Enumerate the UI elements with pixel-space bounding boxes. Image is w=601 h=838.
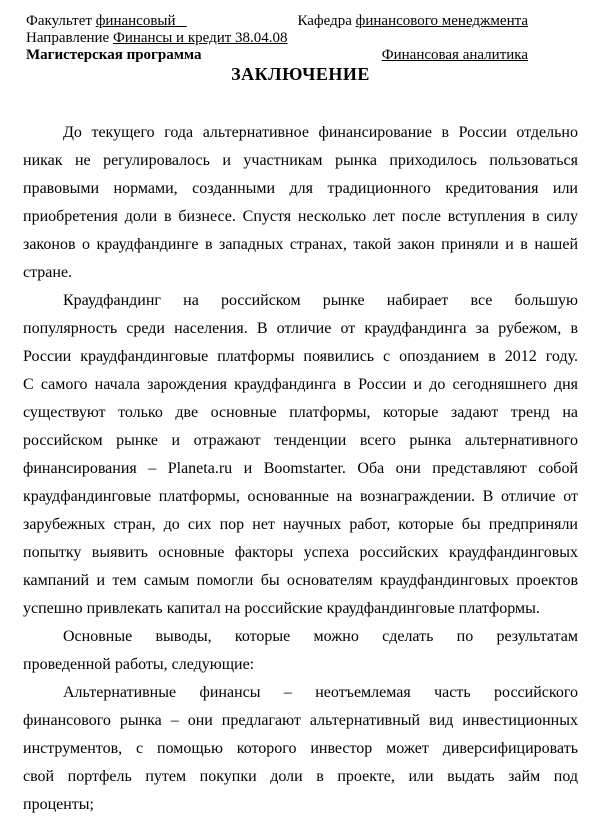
direction-field bbox=[26, 30, 288, 47]
text-line: До текущего года альтернативное финансирование в России отдельно bbox=[63, 124, 578, 141]
text-line: свой портфель путем покупки доли в проекте, или выдать займ под bbox=[23, 768, 578, 785]
direction-label: Направление bbox=[26, 30, 110, 46]
text-line: российском рынке и отражают тенденции всего рынка альтернативного bbox=[23, 432, 578, 449]
text-line: приобретения доли в бизнесе. Спустя несколько лет после вступления в силу bbox=[23, 208, 578, 225]
paragraph bbox=[23, 119, 578, 287]
header-row-direction bbox=[26, 30, 578, 47]
department-label: Кафедра bbox=[297, 13, 352, 29]
direction-value: Финансы и кредит 38.04.08 bbox=[112, 30, 288, 46]
faculty-value: финансовый bbox=[95, 13, 187, 29]
department-field bbox=[297, 13, 528, 30]
page-title: ЗАКЛЮЧЕНИЕ bbox=[231, 64, 370, 84]
text-line: популярность среди населения. В отличие от краудфандинга за рубежом, в bbox=[23, 320, 578, 337]
faculty-field bbox=[26, 13, 187, 30]
text-line: Краудфандинг на российском рынке набирает все большую bbox=[63, 292, 578, 309]
text-line: России краудфандинговые платформы появились с опозданием в 2012 году. bbox=[23, 348, 578, 365]
header-row-faculty-department bbox=[26, 13, 578, 30]
text-line: Альтернативные финансы – неотъемлемая часть российского bbox=[63, 684, 578, 701]
department-value: финансового менеджмента bbox=[355, 13, 528, 29]
text-line: финансового рынка – они предлагают альтернативный вид инвестиционных bbox=[23, 712, 578, 729]
program-label: Магистерская программа bbox=[26, 47, 202, 63]
text-line: существуют только две основные платформы, которые задают тренд на bbox=[23, 404, 578, 421]
text-line: правовыми нормами, созданными для традиционного кредитования или bbox=[23, 180, 578, 197]
document-body bbox=[0, 119, 601, 819]
text-line: инструментов, с помощью которого инвестор может диверсифицировать bbox=[23, 740, 578, 757]
text-line: краудфандинговые платформы, основанные на вознаграждении. В отличие от bbox=[23, 488, 578, 505]
text-line: проведенной работы, следующие: bbox=[23, 656, 255, 673]
program-value: Финансовая аналитика bbox=[381, 47, 528, 63]
text-line: финансирования – Planeta.ru и Boomstarter. Оба они представляют собой bbox=[23, 460, 578, 477]
faculty-label: Факультет bbox=[26, 13, 92, 29]
text-line: успешно привлекать капитал на российские краудфандинговые платформы. bbox=[23, 600, 540, 617]
paragraph bbox=[23, 623, 578, 679]
text-line: Основные выводы, которые можно сделать по результатам bbox=[63, 628, 578, 645]
paragraph bbox=[23, 287, 578, 623]
text-line: зарубежных стран, до сих пор нет научных работ, которые бы предприняли bbox=[23, 516, 578, 533]
text-line: попытку выявить основные факторы успеха российских краудфандинговых bbox=[23, 544, 578, 561]
text-line: никак не регулировалось и участникам рынка приходилось пользоваться bbox=[23, 152, 578, 169]
paragraph bbox=[23, 679, 578, 819]
text-line: проценты; bbox=[23, 796, 94, 813]
text-line: кампаний и тем самым помогли бы основателям краудфандинговых проектов bbox=[23, 572, 578, 589]
header-row-program bbox=[26, 47, 578, 64]
document-header bbox=[0, 0, 601, 64]
text-line: стране. bbox=[23, 264, 73, 281]
text-line: С самого начала зарождения краудфандинга в России и до сегодняшнего дня bbox=[23, 376, 578, 393]
text-line: законов о краудфандинге в западных странах, такой закон приняли и в нашей bbox=[23, 236, 578, 253]
